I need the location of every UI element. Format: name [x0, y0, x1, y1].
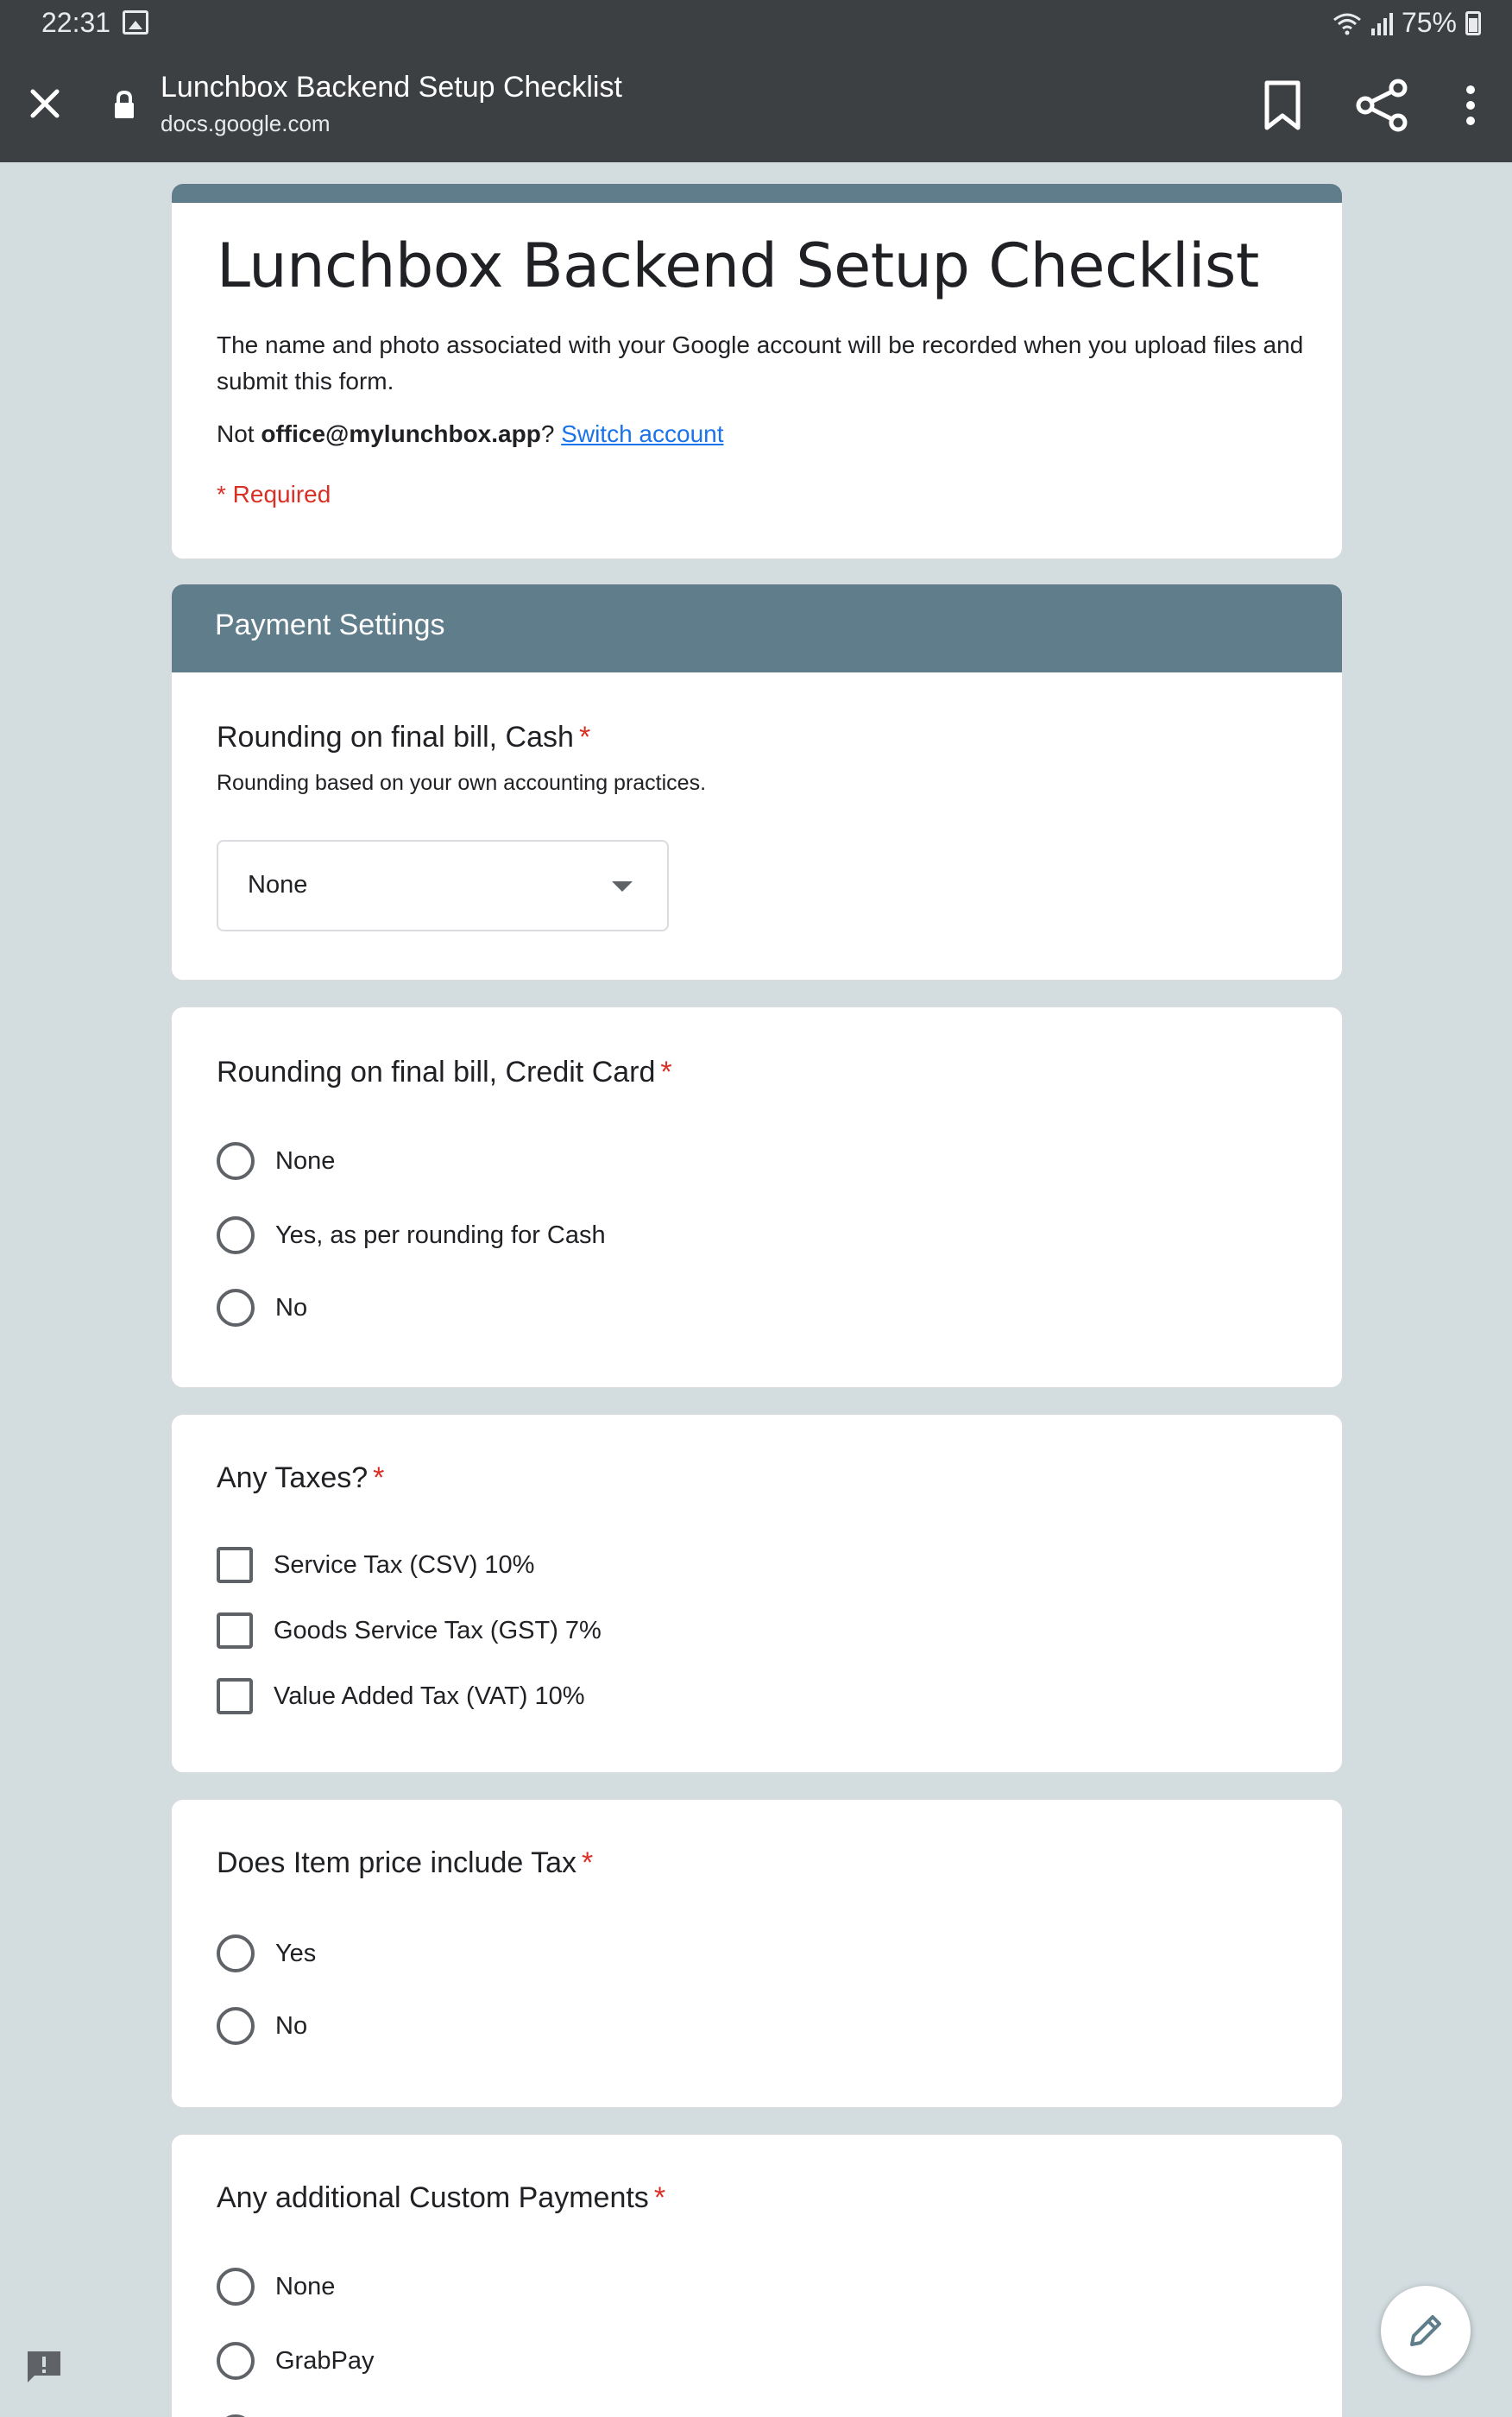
pencil-icon — [1405, 2310, 1446, 2351]
switch-account-link[interactable]: Switch account — [561, 420, 724, 447]
question-text: Any additional Custom Payments — [217, 2181, 649, 2214]
question-title — [217, 721, 590, 754]
account-suffix: ? — [540, 420, 555, 447]
radio-option[interactable] — [217, 2266, 335, 2307]
browser-page-title[interactable]: Lunchbox Backend Setup Checklist — [161, 71, 622, 104]
image-icon — [123, 10, 148, 35]
radio-option[interactable] — [217, 2005, 307, 2047]
question-text: Does Item price include Tax — [217, 1846, 577, 1879]
option-label: None — [275, 1146, 336, 1175]
signal-icon — [1370, 11, 1393, 35]
question-card — [171, 1414, 1343, 1773]
option-label: No — [275, 2011, 308, 2040]
option-label: Yes, as per rounding for Cash — [275, 1221, 606, 1249]
option-label: No — [275, 1293, 308, 1322]
browser-toolbar — [0, 47, 1512, 162]
radio-button[interactable] — [217, 2342, 255, 2380]
form-description: The name and photo associated with your Google account will be recorded when you upload files and submit this form. — [217, 331, 1304, 394]
section-header — [172, 584, 1342, 672]
battery-icon — [1465, 11, 1481, 35]
question-description: Rounding based on your own accounting practices. — [217, 771, 707, 795]
status-time: 22:31 — [41, 7, 111, 38]
radio-button[interactable] — [217, 2268, 255, 2306]
radio-option[interactable] — [217, 1140, 335, 1182]
rounding-cash-dropdown[interactable] — [217, 840, 669, 931]
question-title — [217, 1846, 593, 1880]
wifi-icon — [1332, 11, 1362, 35]
lock-icon — [112, 90, 136, 121]
section-title: Payment Settings — [215, 609, 445, 641]
checkbox-option[interactable] — [217, 1544, 534, 1586]
question-title — [217, 1056, 672, 1089]
theme-band — [172, 184, 1342, 203]
chevron-down-icon — [612, 881, 633, 892]
dropdown-value: None — [248, 871, 308, 899]
battery-percent: 75% — [1401, 7, 1457, 38]
checkbox[interactable] — [217, 1678, 253, 1714]
required-star: * — [653, 2181, 666, 2214]
radio-option[interactable] — [217, 1215, 606, 1256]
more-vert-icon[interactable] — [1453, 79, 1488, 131]
status-bar — [0, 0, 1512, 47]
radio-option[interactable] — [217, 1933, 316, 1974]
required-star: * — [373, 1461, 385, 1494]
edit-fab-button[interactable] — [1381, 2286, 1471, 2376]
option-label: None — [275, 2272, 336, 2300]
status-right — [1332, 7, 1481, 39]
account-email: office@mylunchbox.app — [261, 420, 541, 447]
required-star: * — [660, 1056, 672, 1089]
radio-button[interactable] — [217, 1216, 255, 1254]
checkbox-option[interactable] — [217, 1610, 602, 1651]
required-note: * Required — [217, 481, 331, 508]
checkbox[interactable] — [217, 1547, 253, 1583]
bookmark-icon[interactable] — [1260, 78, 1305, 133]
question-card — [171, 2134, 1343, 2417]
radio-button[interactable] — [217, 2007, 255, 2045]
radio-button[interactable] — [217, 1142, 255, 1180]
account-prefix: Not — [217, 420, 261, 447]
form-title: Lunchbox Backend Setup Checklist — [217, 230, 1259, 301]
checkbox-option[interactable] — [217, 1675, 585, 1717]
radio-option[interactable] — [217, 1287, 307, 1328]
option-label: Yes — [275, 1939, 317, 1967]
option-label: Service Tax (CSV) 10% — [274, 1550, 535, 1579]
radio-button[interactable] — [217, 1289, 255, 1327]
radio-button[interactable] — [217, 1934, 255, 1972]
feedback-icon[interactable] — [24, 2348, 64, 2384]
close-icon[interactable] — [22, 81, 67, 126]
section-card — [171, 584, 1343, 981]
question-title — [217, 2181, 665, 2215]
share-icon[interactable] — [1355, 78, 1410, 133]
checkbox[interactable] — [217, 1612, 253, 1649]
form-header-card — [171, 183, 1343, 559]
required-star: * — [578, 721, 591, 754]
browser-url[interactable]: docs.google.com — [161, 110, 331, 136]
account-line — [217, 420, 724, 448]
question-card — [171, 1799, 1343, 2108]
question-title — [217, 1461, 384, 1495]
question-card — [171, 1007, 1343, 1388]
required-star: * — [582, 1846, 594, 1879]
question-text: Rounding on final bill, Cash — [217, 721, 574, 754]
radio-option[interactable] — [217, 2413, 255, 2417]
option-label: Goods Service Tax (GST) 7% — [274, 1616, 602, 1644]
option-label: GrabPay — [275, 2346, 375, 2375]
question-text: Rounding on final bill, Credit Card — [217, 1056, 656, 1089]
option-label: Value Added Tax (VAT) 10% — [274, 1682, 585, 1710]
radio-option[interactable] — [217, 2340, 374, 2382]
question-text: Any Taxes? — [217, 1461, 369, 1494]
